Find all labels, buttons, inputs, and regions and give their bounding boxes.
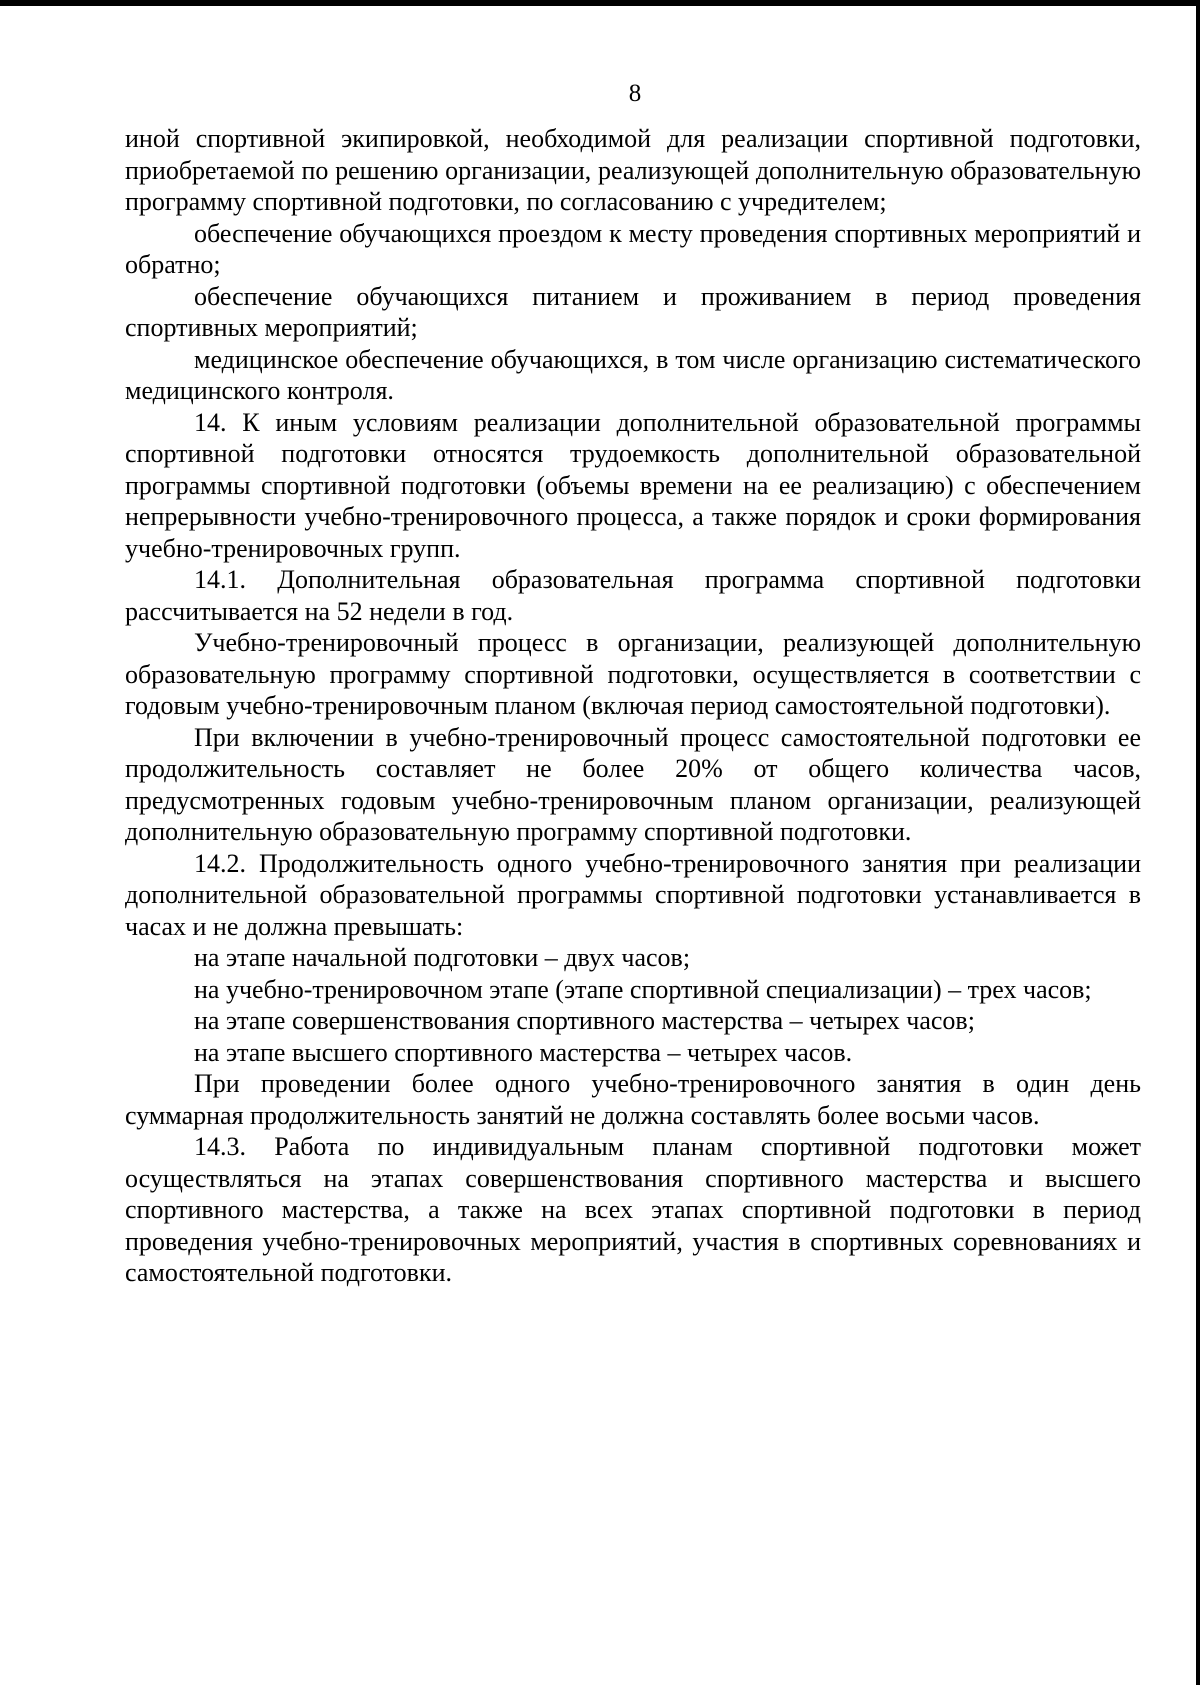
- paragraph-4: медицинское обеспечение обучающихся, в том числе организацию систематического медицинского контроля.: [125, 344, 1141, 405]
- paragraph-14-3: 14.3. Работа по индивидуальным планам спортивной подготовки может осуществляться на этапах совершенствования спортивного мастерства и высшего спортивного мастерства, а также на всех этапах спортивной подготовки в период проведения учебно-тренировочных мероприятий, участия в спортивных соревнованиях и самостоятельной подготовки.: [125, 1132, 1141, 1287]
- scan-edge-right: [1196, 0, 1200, 1685]
- paragraph-3: обеспечение обучающихся питанием и проживанием в период проведения спортивных мероприятий;: [125, 281, 1141, 342]
- list-item-training-stage: на учебно-тренировочном этапе (этапе спортивной специализации) – трех часов;: [194, 974, 1092, 1004]
- list-item-initial-stage: на этапе начальной подготовки – двух часов;: [194, 943, 691, 972]
- paragraph-14-1: 14.1. Дополнительная образовательная программа спортивной подготовки рассчитывается на 52 недели в год.: [125, 565, 1141, 626]
- paragraph-multiple-sessions: При проведении более одного учебно-тренировочного занятия в один день суммарная продолжительность занятий не должна составлять более восьми часов.: [125, 1069, 1141, 1130]
- paragraph-self-training: При включении в учебно-тренировочный процесс самостоятельной подготовки ее продолжительность составляет не более 20% от общего количества часов, предусмотренных годовым учебно-тренировочным планом организации, реализующей дополнительную образовательную программу спортивной подготовки.: [125, 722, 1141, 846]
- paragraph-training-process: Учебно-тренировочный процесс в организации, реализующей дополнительную образовательную программу спортивной подготовки, осуществляется в соответствии с годовым учебно-тренировочным планом (включая период самостоятельной подготовки).: [125, 628, 1141, 720]
- paragraph-14: 14. К иным условиям реализации дополнительной образовательной программы спортивной подготовки относятся трудоемкость дополнительной образовательной программы спортивной подготовки (объемы времени на ее реализацию) с обеспечением непрерывности учебно-тренировочного процесса, а также порядок и сроки формирования учебно-тренировочных групп.: [125, 407, 1141, 563]
- list-item-higher-mastery-stage: на этапе высшего спортивного мастерства – четырех часов.: [194, 1037, 853, 1067]
- paragraph-2: обеспечение обучающихся проездом к месту проведения спортивных мероприятий и обратно;: [125, 218, 1141, 279]
- scan-edge-top: [0, 0, 1200, 6]
- paragraph-14-2: 14.2. Продолжительность одного учебно-тренировочного занятия при реализации дополнительной образовательной программы спортивной подготовки устанавливается в часах и не должна превышать:: [125, 848, 1141, 941]
- page-number: 8: [628, 80, 642, 107]
- document-body: [125, 123, 1141, 1289]
- list-item-improvement-stage: на этапе совершенствования спортивного мастерства – четырех часов;: [194, 1006, 975, 1035]
- paragraph-1: иной спортивной экипировкой, необходимой для реализации спортивной подготовки, приобретаемой по решению организации, реализующей дополнительную образовательную программу спортивной подготовки, по согласованию с учредителем;: [125, 124, 1141, 216]
